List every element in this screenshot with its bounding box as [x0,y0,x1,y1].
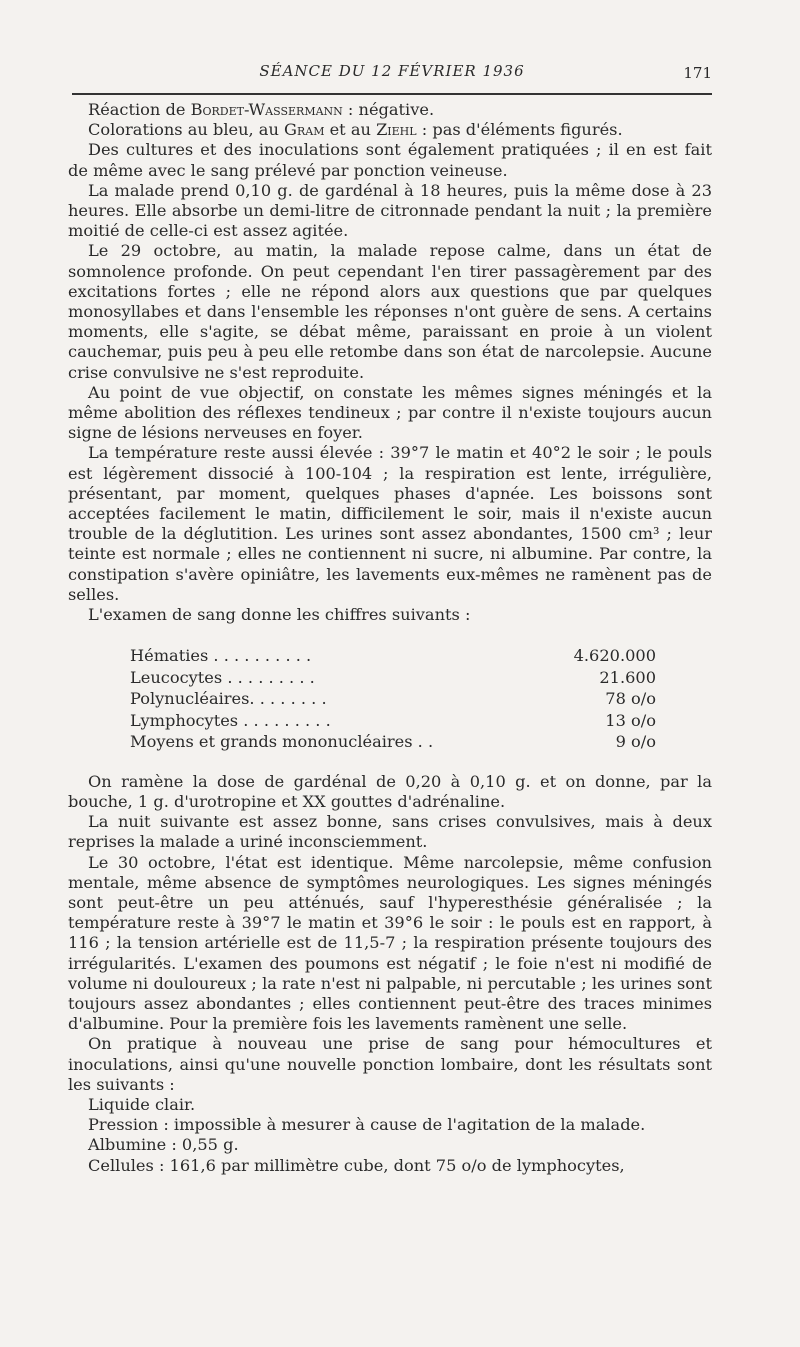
table-value: 78 o/o [605,689,656,709]
text-span: Colorations au bleu, au [88,120,285,140]
paragraph: Au point de vue objectif, on constate les mêmes signes méningés et la même abolition des réflexes tendineux ; par contre il n'existe toujours aucun signe de lésions nerveuses en foyer. [68,382,712,443]
paragraph: La température reste aussi élevée : 39°7 le matin et 40°2 le soir ; le pouls est légèrement dissocié à 100-104 ; la respiration est lente, irrégulière, présentant, par moment, quelques phases d'apnée. Les boissons sont acceptées facilement le matin, difficilement le soir, mais il n'existe aucun trouble de la déglutition. Les urines sont assez abondantes, 1500 cm³ ; leur teinte est normale ; elles ne contiennent ni sucre, ni albumine. Par contre, la constipation s'avère opiniâtre, les lavements eux-mêmes ne ramènent pas de selles. [68,443,712,604]
paragraph: On ramène la dose de gardénal de 0,20 à 0,10 g. et on donne, par la bouche, 1 g. d'urotropine et XX gouttes d'adrénaline. [68,771,712,811]
paragraph: La nuit suivante est assez bonne, sans crises convulsives, mais à deux reprises la malade a uriné inconsciemment. [68,812,712,852]
table-row [130,688,656,710]
text-span: Réaction de [88,100,191,119]
paragraph: Le 29 octobre, au matin, la malade repose calme, dans un état de somnolence profonde. On peut cependant l'en tirer passagèrement par des excitations fortes ; elle ne répond alors aux questions que par quelques monosyllabes et dans l'ensemble les réponses n'ont guère de sens. A certains moments, elle s'agite, se débat même, paraissant en proie à un violent cauchemar, puis peu à peu elle retombe dans son état de narcolepsie. Aucune crise convulsive ne s'est reproduite. [68,241,712,382]
table-row [130,731,656,753]
paragraph [68,120,712,140]
paragraph: L'examen de sang donne les chiffres suivants : [88,605,471,625]
author-name: Bordet-Wassermann [190,100,343,119]
paragraph: Cellules : 161,6 par millimètre cube, dont 75 o/o de lymphocytes, [88,1155,625,1175]
paragraph: Le 30 octobre, l'état est identique. Même narcolepsie, même confusion mentale, même absence de symptômes neurologiques. Les signes méningés sont peut-être un peu atténués, sauf l'hyperesthésie généralisée ; la température reste à 39°7 le matin et 39°6 le soir : le pouls est en rapport, à 116 ; la tension artérielle est de 11,5-7 ; la respiration présente toujours des irrégularités. L'examen des poumons est négatif ; le foie n'est ni modifié de volume ni douloureux ; la rate n'est ni palpable, ni percutable ; les urines sont toujours assez abondantes ; elles contiennent peut-être des traces minimes d'albumine. Pour la première fois les lavements ramènent une selle. [68,852,712,1034]
body-text [68,100,712,1176]
table-value: 21.600 [599,667,656,687]
page-header [72,62,712,88]
text-span: : pas d'éléments figurés. [416,120,623,140]
table-value: 4.620.000 [573,646,656,666]
paragraph: Des cultures et des inoculations sont également pratiquées ; il en est fait de même avec le sang prélevé par ponction veineuse. [68,140,712,180]
table-value: 9 o/o [615,732,656,752]
author-name: Gram [284,120,325,140]
author-name: Ziehl [376,120,417,140]
table-row [130,645,656,667]
paragraph: Pression : impossible à mesurer à cause de l'agitation de la malade. [88,1115,646,1135]
paragraph: On pratique à nouveau une prise de sang pour hémocultures et inoculations, ainsi qu'une nouvelle ponction lombaire, dont les résultats sont les suivants : [68,1034,712,1094]
blood-count-table [130,645,656,753]
text-span: et au [324,120,377,140]
text-span: : négative. [342,100,435,119]
paragraph [68,100,712,120]
running-title: SÉANCE DU 12 FÉVRIER 1936 [259,62,525,80]
table-label: Moyens et grands mononucléaires . . [130,732,434,752]
table-row [130,710,656,732]
paragraph: Liquide clair. [88,1095,196,1115]
header-rule [72,93,712,95]
table-value: 13 o/o [605,710,656,730]
paragraph: Albumine : 0,55 g. [88,1135,239,1155]
table-label: Leucocytes . . . . . . . . . [130,667,315,687]
table-label: Lymphocytes . . . . . . . . . [130,710,331,730]
table-row [130,667,656,689]
page-number: 171 [683,64,712,82]
paragraph: La malade prend 0,10 g. de gardénal à 18 heures, puis la même dose à 23 heures. Elle absorbe un demi-litre de citronnade pendant la nuit ; la première moitié de celle-ci est assez agitée. [68,180,712,241]
table-label: Polynucléaires. . . . . . . . [130,689,327,709]
table-label: Hématies . . . . . . . . . . [130,646,312,666]
